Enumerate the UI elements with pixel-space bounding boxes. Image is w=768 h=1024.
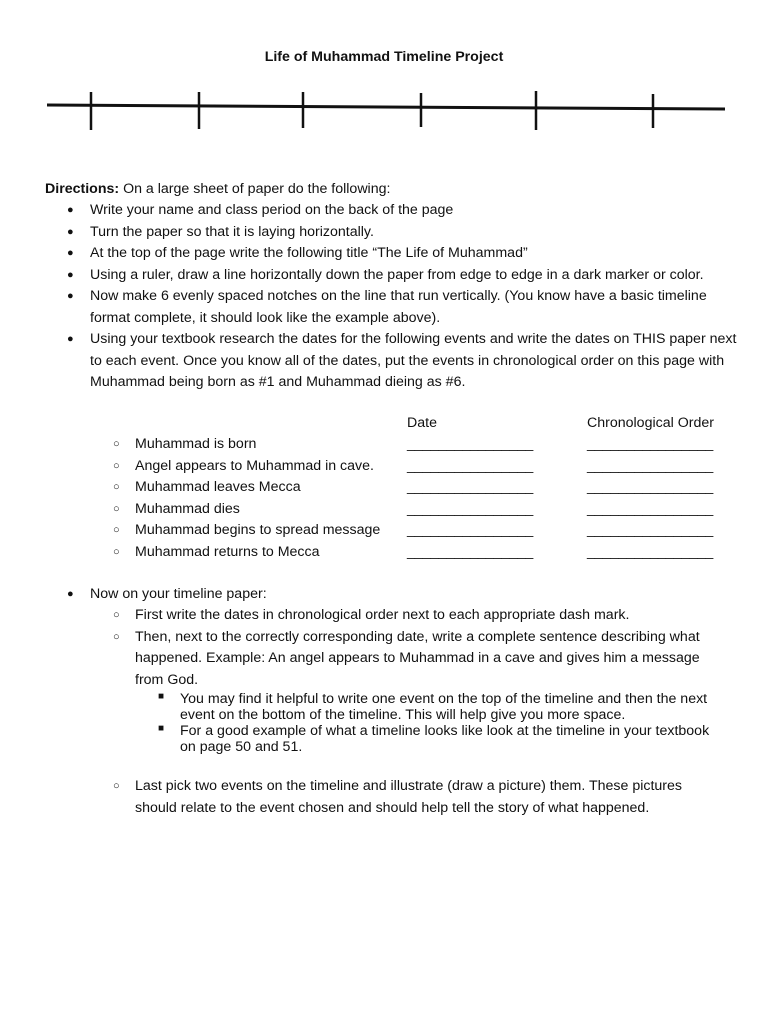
event-label: Muhammad is born	[135, 436, 257, 452]
list-item: ● Write your name and class period on the back of the page	[67, 200, 737, 222]
bullet-icon: ●	[67, 225, 74, 238]
list-item: ○ Then, next to the correctly corresponding date, write a complete sentence describing what happened. Example: An angel appears to Muhammad in a cave and gives him a message from God.	[113, 628, 700, 688]
event-row	[113, 434, 753, 456]
circle-bullet-icon: ○	[113, 609, 120, 621]
event-row	[113, 520, 753, 542]
order-blank: ________________	[587, 543, 714, 560]
order-column-header: Chronological Order	[587, 415, 714, 431]
timeline-line	[47, 105, 725, 109]
timeline-substeps	[90, 605, 730, 691]
date-blank: ________________	[407, 500, 534, 517]
event-row	[113, 456, 753, 478]
list-item: ■ For a good example of what a timeline looks like look at the timeline in your textbook on page 50 and 51.	[158, 723, 710, 755]
list-item: ● Now make 6 evenly spaced notches on the line that run vertically. (You know have a basic timeline format complete, it should look like the example above).	[67, 288, 707, 326]
order-blank: ________________	[587, 436, 714, 452]
event-label: Angel appears to Muhammad in cave.	[135, 457, 374, 474]
directions-list	[67, 200, 737, 394]
timeline-intro: Now on your timeline paper:	[90, 586, 267, 602]
list-item: ● Using a ruler, draw a line horizontally down the paper from edge to edge in a dark marker or color.	[67, 265, 737, 287]
event-row	[113, 499, 753, 521]
order-blank: ________________	[587, 500, 714, 517]
circle-bullet-icon: ○	[113, 459, 120, 472]
circle-bullet-icon: ○	[113, 502, 120, 515]
list-item	[67, 584, 737, 606]
event-row	[113, 542, 753, 564]
bullet-icon: ●	[67, 588, 74, 600]
date-column-header: Date	[407, 415, 437, 431]
circle-bullet-icon: ○	[113, 630, 120, 643]
bullet-icon: ●	[67, 290, 74, 302]
circle-bullet-icon: ○	[113, 545, 120, 558]
date-blank: ________________	[407, 522, 534, 539]
events-list	[113, 434, 753, 564]
date-blank: ________________	[407, 436, 534, 452]
directions-label: Directions:	[45, 181, 120, 197]
page-title: Life of Muhammad Timeline Project	[264, 49, 504, 65]
timeline-instructions	[67, 584, 737, 606]
order-blank: ________________	[587, 522, 714, 539]
list-item: ○ First write the dates in chronological order next to each appropriate dash mark.	[113, 605, 730, 627]
timeline-tips	[135, 691, 725, 755]
bullet-icon: ●	[67, 204, 74, 216]
circle-bullet-icon: ○	[113, 524, 120, 537]
circle-bullet-icon: ○	[113, 438, 120, 450]
square-bullet-icon: ■	[158, 691, 165, 702]
order-blank: ________________	[587, 457, 714, 474]
order-blank: ________________	[587, 479, 714, 496]
list-item: ■ You may find it helpful to write one event on the top of the timeline and then the next event on the bottom of the timeline. This will help give you more space.	[158, 691, 708, 723]
timeline-last-step	[90, 776, 730, 819]
bullet-icon: ●	[67, 268, 74, 281]
directions-text: On a large sheet of paper do the following:	[123, 181, 391, 197]
list-item: ● Using your textbook research the dates for the following events and write the dates on THIS paper next to each event. Once you know all of the dates, put the events in chronological order on this page with Muhammad being born as #1 and Muhammad dieing as #6.	[67, 331, 737, 390]
circle-bullet-icon: ○	[113, 481, 120, 494]
directions-intro	[45, 179, 390, 201]
event-label: Muhammad dies	[135, 500, 240, 517]
list-item: ● At the top of the page write the following title “The Life of Muhammad”	[67, 243, 737, 265]
event-row	[113, 477, 753, 499]
list-item: ● Turn the paper so that it is laying horizontally.	[67, 222, 737, 244]
example-timeline	[0, 85, 768, 135]
bullet-icon: ●	[67, 247, 74, 259]
event-label: Muhammad leaves Mecca	[135, 479, 301, 496]
event-label: Muhammad begins to spread message	[135, 522, 381, 539]
circle-bullet-icon: ○	[113, 780, 120, 792]
list-item: ○ Last pick two events on the timeline and illustrate (draw a picture) them. These pictures should relate to the event chosen and should help tell the story of what happened.	[113, 778, 683, 816]
event-label: Muhammad returns to Mecca	[135, 543, 320, 560]
date-blank: ________________	[407, 543, 534, 560]
date-blank: ________________	[407, 479, 534, 496]
bullet-icon: ●	[67, 333, 74, 345]
date-blank: ________________	[407, 457, 534, 474]
square-bullet-icon: ■	[158, 723, 165, 734]
